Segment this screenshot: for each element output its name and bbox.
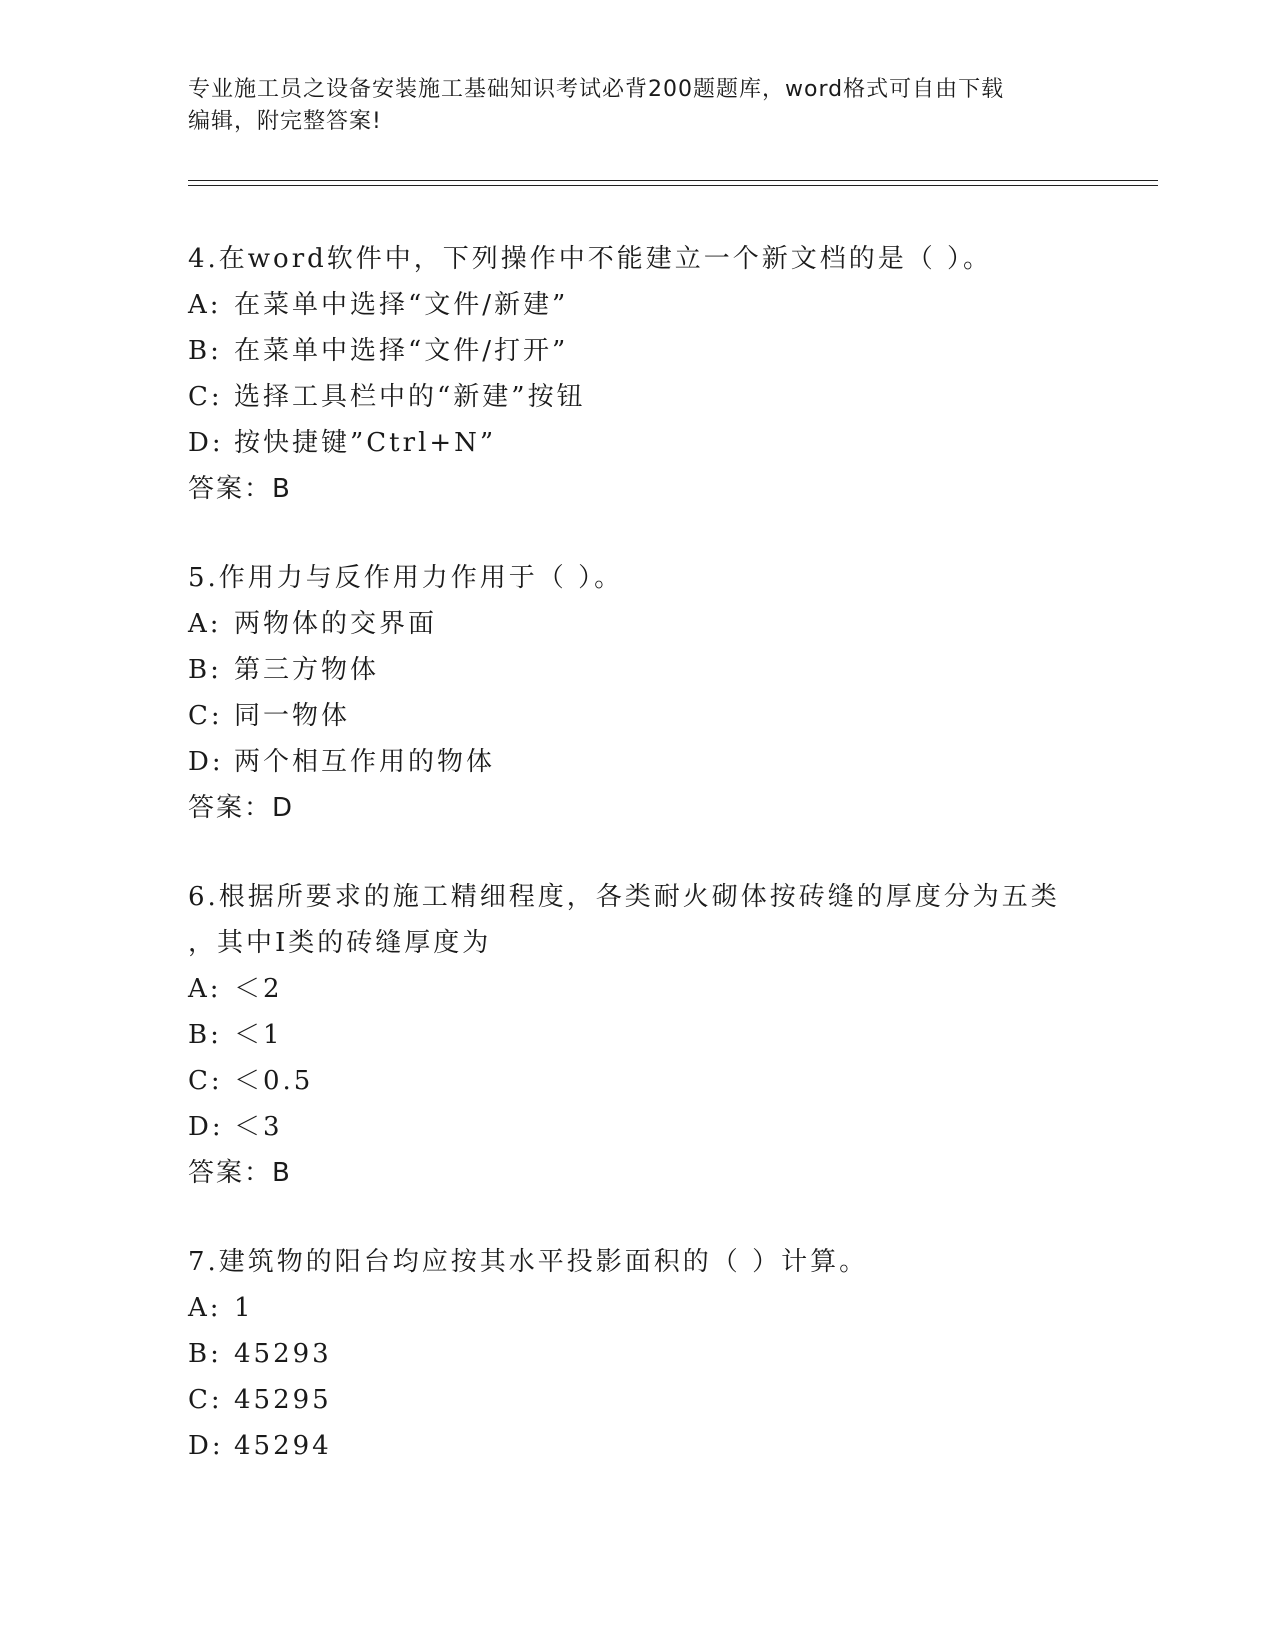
option-text: ＜1: [234, 1020, 283, 1050]
option-text: 在菜单中选择“文件/打开”: [234, 336, 569, 366]
answer-option: [188, 420, 1118, 466]
option-text: ＜0.5: [234, 1066, 314, 1096]
question-stem: 7.建筑物的阳台均应按其水平投影面积的（ ）计算。: [188, 1247, 869, 1277]
question-stem: 5.作用力与反作用力作用于（ ）。: [188, 563, 624, 593]
question-stem: 4.在word软件中，下列操作中不能建立一个新文档的是（ ）。: [188, 244, 993, 274]
question-stem: 6.根据所要求的施工精细程度，各类耐火砌体按砖缝的厚度分为五类: [188, 882, 1060, 912]
option-text: 45294: [234, 1431, 332, 1461]
question-block: [188, 555, 1118, 831]
question-list: [188, 236, 1118, 1512]
option-letter: D:: [188, 1431, 224, 1461]
option-text: 在菜单中选择“文件/新建”: [234, 290, 569, 320]
answer-option: [188, 1012, 1118, 1058]
question-block: [188, 874, 1118, 1196]
option-text: 按快捷键”Ctrl+N”: [234, 428, 497, 458]
answer-option: [188, 1285, 1118, 1331]
answer-option: [188, 1377, 1118, 1423]
option-letter: C:: [188, 701, 223, 731]
answer-key: 答案：B: [188, 1158, 292, 1188]
option-text: 同一物体: [234, 701, 351, 731]
header-title-line-2: 编辑，附完整答案!: [188, 109, 382, 134]
question-block: [188, 236, 1118, 512]
option-letter: B:: [188, 1339, 222, 1369]
option-text: 1: [234, 1293, 254, 1323]
option-letter: D:: [188, 428, 224, 458]
answer-option: [188, 1423, 1118, 1469]
answer-option: [188, 282, 1118, 328]
option-text: 两物体的交界面: [234, 609, 438, 639]
answer-key: 答案：D: [188, 793, 295, 823]
option-text: 两个相互作用的物体: [234, 747, 496, 777]
answer-option: [188, 693, 1118, 739]
option-text: 45293: [234, 1339, 332, 1369]
answer-key: 答案：B: [188, 474, 292, 504]
option-text: 45295: [234, 1385, 332, 1415]
option-text: 第三方物体: [234, 655, 380, 685]
question-block: [188, 1239, 1118, 1469]
header-title-line-1: 专业施工员之设备安装施工基础知识考试必背200题题库，word格式可自由下载: [188, 77, 1005, 102]
header-divider-top: [188, 180, 1158, 181]
answer-option: [188, 1104, 1118, 1150]
answer-option: [188, 1331, 1118, 1377]
answer-option: [188, 1058, 1118, 1104]
option-letter: C:: [188, 382, 223, 412]
answer-option: [188, 966, 1118, 1012]
option-letter: D:: [188, 747, 224, 777]
header-divider-bottom: [188, 185, 1158, 186]
option-letter: A:: [188, 290, 222, 320]
question-stem: ，其中I类的砖缝厚度为: [188, 928, 492, 958]
option-letter: A:: [188, 974, 222, 1004]
option-text: ＜3: [234, 1112, 283, 1142]
answer-option: [188, 328, 1118, 374]
option-letter: C:: [188, 1066, 223, 1096]
option-text: ＜2: [234, 974, 283, 1004]
answer-option: [188, 739, 1118, 785]
answer-option: [188, 601, 1118, 647]
option-letter: C:: [188, 1385, 223, 1415]
answer-option: [188, 374, 1118, 420]
option-letter: B:: [188, 655, 222, 685]
document-header: [188, 74, 1088, 138]
option-letter: B:: [188, 1020, 222, 1050]
option-letter: A:: [188, 609, 222, 639]
option-letter: A:: [188, 1293, 222, 1323]
option-text: 选择工具栏中的“新建”按钮: [234, 382, 586, 412]
answer-option: [188, 647, 1118, 693]
option-letter: B:: [188, 336, 222, 366]
option-letter: D:: [188, 1112, 224, 1142]
